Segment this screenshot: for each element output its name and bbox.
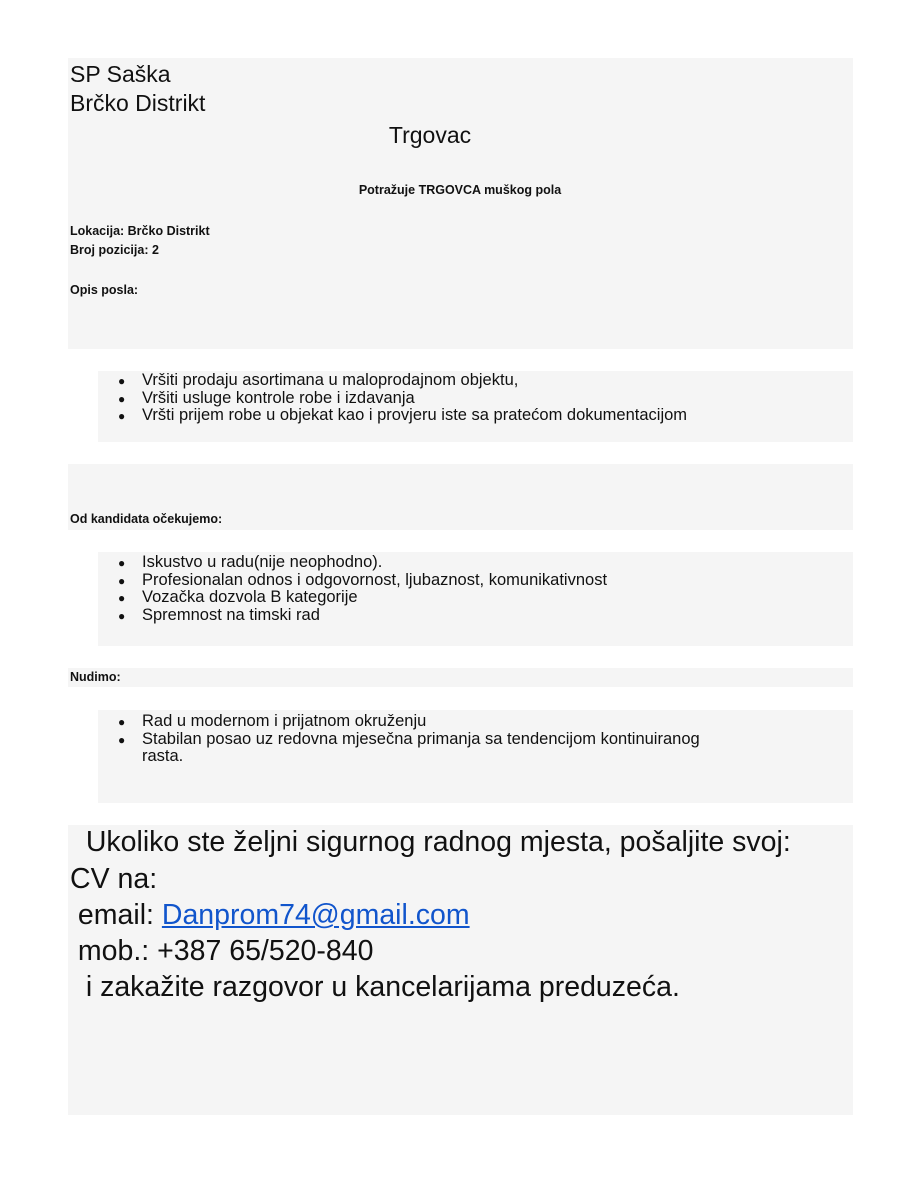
ad-headline: Potražuje TRGOVCA muškog pola xyxy=(358,183,562,197)
list-item: ● Vršti prijem robe u objekat kao i provjeru iste sa pratećom dokumentacijom xyxy=(118,406,688,424)
bullet-icon: ● xyxy=(118,608,126,623)
job-title: Trgovac xyxy=(388,122,472,148)
email-label: email: xyxy=(70,899,162,931)
location-line: Lokacija: Brčko Distrikt xyxy=(70,224,210,238)
contact-closing: i zakažite razgovor u kancelarijama preduzeća. xyxy=(70,971,680,1003)
list-item: ● Vršiti usluge kontrole robe i izdavanja xyxy=(118,388,415,407)
offer-heading: Nudimo: xyxy=(70,670,121,684)
contact-intro: Ukoliko ste željni sigurnog radnog mjesta, pošaljite svoj: xyxy=(70,826,791,858)
bullet-icon: ● xyxy=(118,573,126,588)
email-link[interactable]: Danprom74@gmail.com xyxy=(161,899,470,931)
duties-list xyxy=(112,372,687,425)
bullet-icon: ● xyxy=(118,409,126,423)
expectations-list xyxy=(112,554,607,624)
list-item: ● Stabilan posao uz redovna mjesečna primanja sa tendencijom kontinuiranog rasta. xyxy=(118,729,700,765)
contact-cv-line: CV na: xyxy=(70,863,158,895)
bullet-icon: ● xyxy=(118,556,126,570)
bullet-icon: ● xyxy=(118,732,126,747)
company-location: Brčko Distrikt xyxy=(70,90,206,116)
bullet-icon: ● xyxy=(118,715,126,729)
expectations-heading: Od kandidata očekujemo: xyxy=(70,512,223,526)
contact-block xyxy=(68,825,853,1115)
list-item: ● Rad u modernom i prijatnom okruženju xyxy=(118,712,427,730)
positions-line: Broj pozicija: 2 xyxy=(70,243,159,257)
list-item: ● Vršiti prodaju asortimana u maloprodajnom objektu, xyxy=(118,371,519,389)
bullet-icon: ● xyxy=(118,391,126,406)
contact-email-line xyxy=(70,901,470,930)
offer-heading-block xyxy=(68,668,853,687)
company-name: SP Saška xyxy=(70,61,171,87)
bullet-icon: ● xyxy=(118,591,126,605)
description-heading: Opis posla: xyxy=(70,283,139,297)
list-item: ● Vozačka dozvola B kategorije xyxy=(118,588,358,606)
list-item: ● Profesionalan odnos i odgovornost, ljubaznost, komunikativnost xyxy=(118,570,608,589)
offer-list xyxy=(112,713,742,766)
list-item: ● Spremnost na timski rad xyxy=(118,605,320,624)
bullet-icon: ● xyxy=(118,374,126,388)
list-item: ● Iskustvo u radu(nije neophodno). xyxy=(118,553,383,571)
contact-phone: mob.: +387 65/520-840 xyxy=(70,935,374,967)
